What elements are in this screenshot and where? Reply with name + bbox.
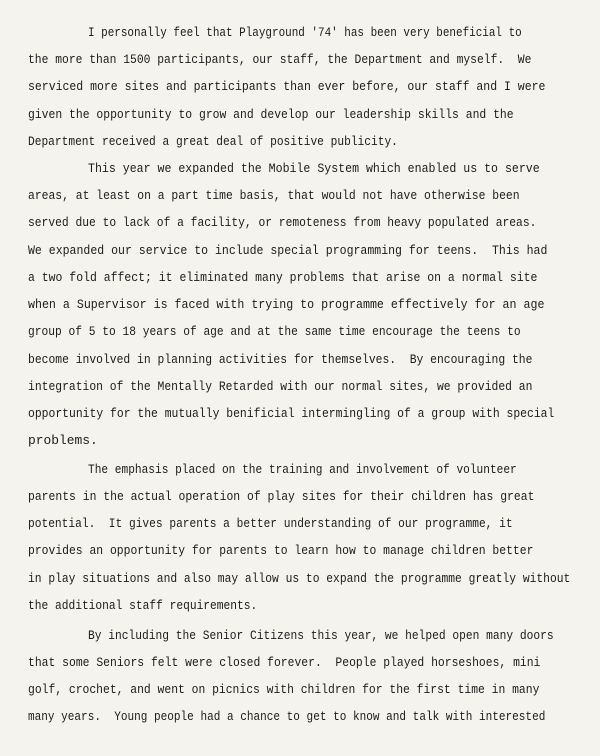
paragraph-2-line-3: served due to lack of a facility, or remoteness from heavy populated areas. — [28, 215, 537, 230]
paragraph-2-line-5: a two fold affect; it eliminated many problems that arise on a normal site — [28, 270, 538, 285]
paragraph-2-line-2: areas, at least on a part time basis, that would not have otherwise been — [28, 188, 520, 203]
paragraph-2-line-6: when a Supervisor is faced with trying to programme effectively for an age — [28, 297, 545, 312]
paragraph-4-line-3: golf, crochet, and went on picnics with children for the first time in many — [28, 682, 540, 697]
paragraph-3-line-5: in play situations and also may allow us to expand the programme greatly without — [28, 571, 571, 586]
paragraph-2-line-8: become involved in planning activities for themselves. By encouraging the — [28, 352, 533, 367]
paragraph-2-line-1: This year we expanded the Mobile System which enabled us to serve — [88, 161, 540, 176]
paragraph-2-line-11: problems. — [28, 433, 98, 448]
paragraph-3-line-3: potential. It gives parents a better understanding of our programme, it — [28, 516, 513, 531]
paragraph-3-line-6: the additional staff requirements. — [28, 598, 258, 613]
paragraph-1-line-3: serviced more sites and participants than ever before, our staff and I were — [28, 79, 546, 94]
paragraph-2-line-4: We expanded our service to include special programming for teens. This had — [28, 243, 548, 258]
paragraph-3-line-2: parents in the actual operation of play sites for their children has great — [28, 489, 535, 504]
paragraph-2-line-7: group of 5 to 18 years of age and at the same time encourage the teens to — [28, 324, 521, 339]
paragraph-3-line-4: provides an opportunity for parents to learn how to manage children better — [28, 543, 534, 558]
paragraph-1-line-1: I personally feel that Playground '74' has been very beneficial to — [88, 25, 522, 40]
paragraph-3-line-1: The emphasis placed on the training and involvement of volunteer — [88, 462, 517, 477]
paragraph-1-line-4: given the opportunity to grow and develop our leadership skills and the — [28, 107, 514, 122]
paragraph-1-line-2: the more than 1500 participants, our staff, the Department and myself. We — [28, 52, 532, 67]
paragraph-4-line-1: By including the Senior Citizens this year, we helped open many doors — [88, 628, 554, 643]
paragraph-4-line-4: many years. Young people had a chance to get to know and talk with interested — [28, 709, 546, 724]
paragraph-2-line-9: integration of the Mentally Retarded with our normal sites, we provided an — [28, 379, 533, 394]
paragraph-4-line-2: that some Seniors felt were closed forever. People played horseshoes, mini — [28, 655, 541, 670]
paragraph-1-line-5: Department received a great deal of positive publicity. — [28, 134, 398, 149]
paragraph-2-line-10: opportunity for the mutually benificial intermingling of a group with special — [28, 406, 555, 421]
